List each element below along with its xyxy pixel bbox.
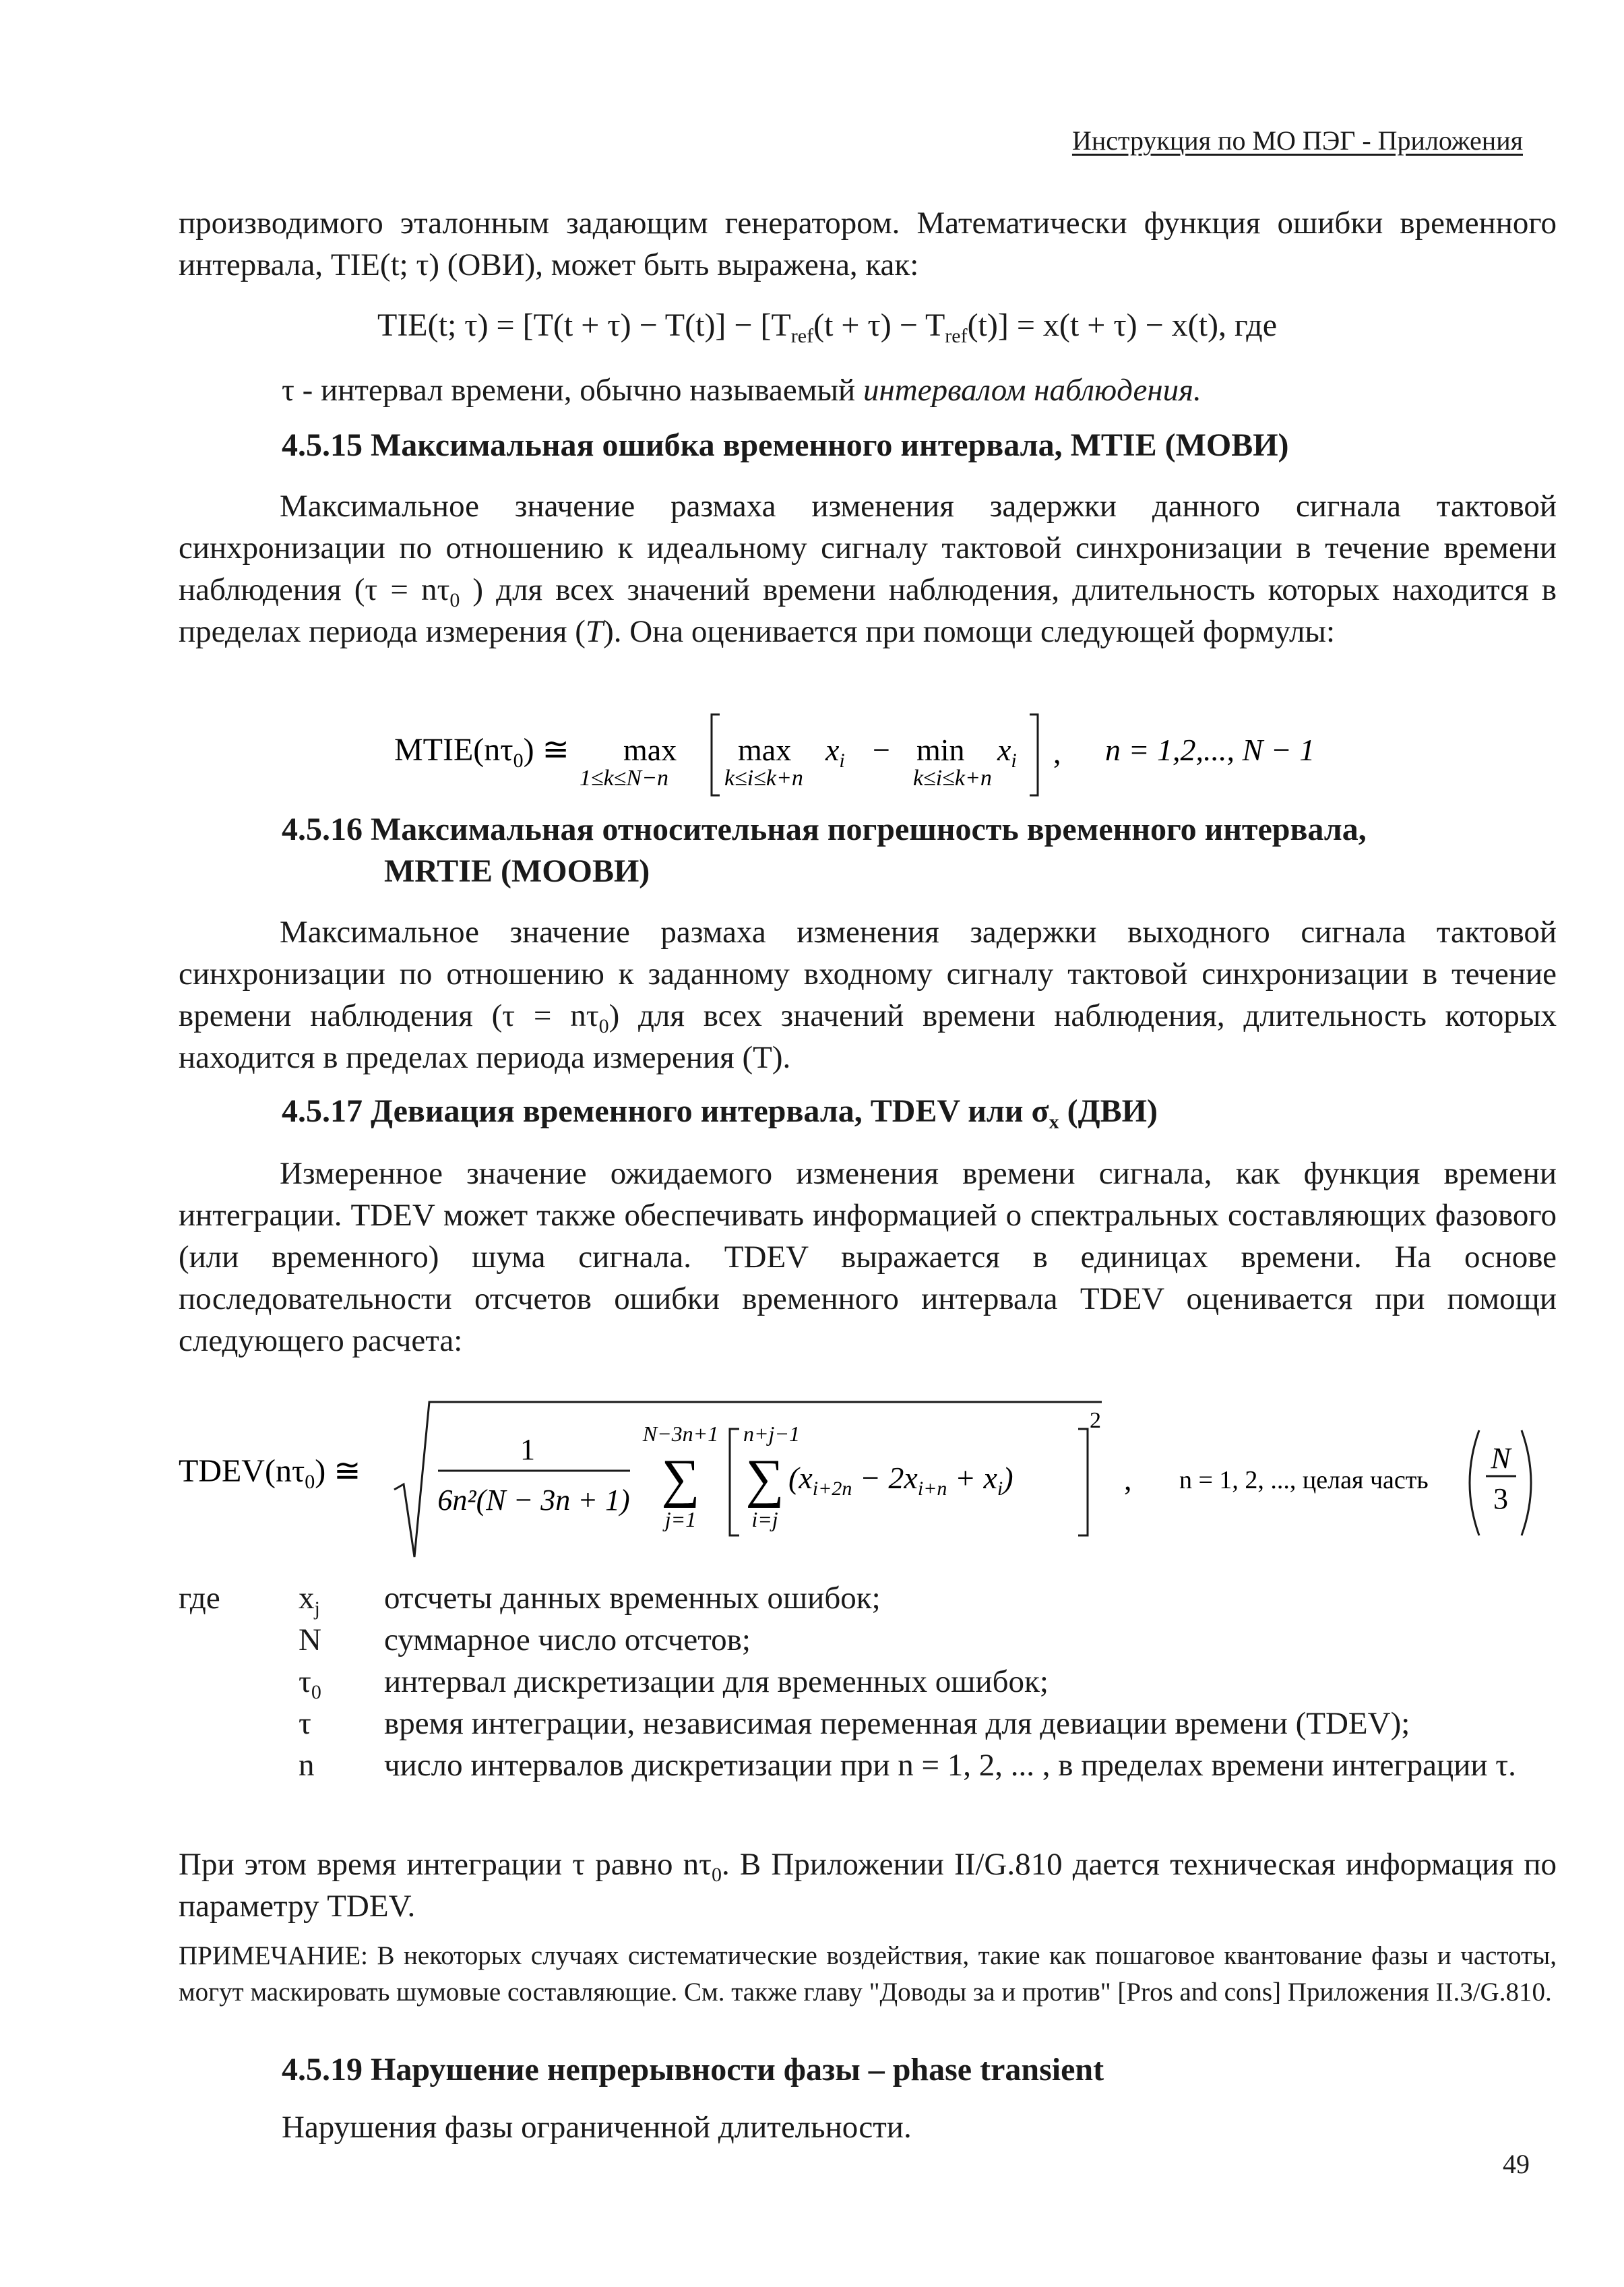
running-header: Инструкция по МО ПЭГ - Приложения — [1071, 125, 1523, 156]
tdev-comma: , — [1124, 1462, 1132, 1496]
tau-definition: τ - интервал времени, обычно называемый интервалом наблюдения. — [282, 373, 1201, 408]
right-bracket — [1030, 714, 1038, 795]
outer-sum-bottom: j=1 — [664, 1507, 697, 1531]
x-var-2: $x_i$ — [997, 733, 1017, 772]
mtie-formula — [377, 701, 1523, 816]
tie-formula: TIE(t; $\tau) = [T(t + \tau) - T(t)] - [T_{ref}(t + \tau) - T_{ref}(t)] = x(t + \tau) - x(t)$, где — [377, 307, 1277, 347]
heading-4-5-17: 4.5.17 Девиация временного интервала, TDEV или $\sigma_x$ (ДВИ) — [282, 1093, 1158, 1133]
tdev-sum-body: $(x_{i+2n} - 2x_{i+n} + x_i)$ — [788, 1461, 1013, 1500]
tdev-formula — [179, 1389, 1567, 1571]
max-inner: max — [738, 733, 792, 767]
paragraph-4-5-16: Максимальное значение размаха изменения задержки выходного сигнала тактовой синхронизации по отношению к заданному входному сигналу тактовой синхронизации в течение времени наблюдения $(\tau = n\tau_0)$ для всех значений времени наблюдения, длительность которых находится в пределах периода измерения (T). — [179, 915, 1557, 1075]
inner-sum-bottom: i=j — [751, 1507, 778, 1531]
intro-paragraph: производимого эталонным задающим генератором. Математически функция ошибки временного интервала, TIE(t; τ) (ОВИ), может быть выражена, как: — [179, 206, 1557, 282]
fraction-3: 3 — [1493, 1482, 1508, 1515]
max-outer-range: 1≤k≤N−n — [580, 766, 669, 791]
minus-sign: − — [873, 733, 890, 767]
fraction-N: N — [1491, 1442, 1511, 1475]
mtie-n-range: n = 1,2,..., N − 1 — [1105, 733, 1315, 767]
tdev-power: 2 — [1090, 1408, 1101, 1433]
inner-sum-top: n+j−1 — [743, 1422, 801, 1446]
mtie-lhs: $MTIE(n\tau_0)$ ≅ — [394, 732, 569, 772]
tdev-n-range: n = 1, 2, ..., целая часть — [1179, 1466, 1429, 1494]
min-inner: min — [916, 733, 965, 767]
note-paragraph: ПРИМЕЧАНИЕ: В некоторых случаях систематические воздействия, такие как пошаговое квантование фазы и частоты, могут маскировать шумовые составляющие. См. также главу "Доводы за и против" [Pros and cons] Приложения II.3/G.810. — [179, 1941, 1557, 2007]
integration-paragraph: При этом время интеграции τ равно $n\tau_0$. В Приложении II/G.810 дается техническая информация по параметру TDEV. — [179, 1847, 1557, 1924]
tdev-lhs: $TDEV(n\tau_0)$ ≅ — [179, 1453, 361, 1493]
heading-4-5-15: 4.5.15 Максимальная ошибка временного интервала, MTIE (МОВИ) — [282, 427, 1289, 463]
left-bracket — [712, 714, 720, 795]
inner-sum-icon: ∑ — [745, 1449, 784, 1508]
paren-left — [1470, 1430, 1479, 1535]
fraction-denominator: 6n²(N − 3n + 1) — [437, 1484, 630, 1517]
max-outer: max — [623, 733, 677, 767]
heading-4-5-19: 4.5.19 Нарушение непрерывности фазы – phase transient — [282, 2052, 1104, 2087]
x-var-1: $x_i$ — [825, 733, 845, 772]
outer-sum-icon: ∑ — [661, 1449, 700, 1508]
heading-4-5-16-line2: MRTIE (МООВИ) — [384, 853, 650, 889]
tdev-left-bracket — [730, 1429, 739, 1535]
outer-sum-top: N−3n+1 — [642, 1422, 719, 1446]
page-number: 49 — [1503, 2149, 1530, 2179]
paragraph-4-5-19: Нарушения фазы ограниченной длительности. — [282, 2110, 912, 2145]
mtie-comma: , — [1053, 735, 1061, 770]
paragraph-4-5-17: Измеренное значение ожидаемого изменения времени сигнала, как функция времени интеграции. TDEV может также обеспечивать информацией о спектральных составляющих фазового (или временного) шума сигнала. TDEV выражается в единицах времени. На основе последовательности отсчетов ошибки временного интервала TDEV оценивается при помощи следующего расчета: — [179, 1156, 1557, 1358]
tdev-right-bracket — [1078, 1429, 1088, 1535]
inner-range-2: k≤i≤k+n — [913, 766, 992, 791]
inner-range-1: k≤i≤k+n — [724, 766, 803, 791]
paren-right — [1522, 1430, 1531, 1535]
heading-4-5-16-line1: 4.5.16 Максимальная относительная погрешность временного интервала, — [282, 812, 1367, 847]
paragraph-4-5-15: Максимальное значение размаха изменения задержки данного сигнала тактовой синхронизации по отношению к идеальному сигналу тактовой синхронизации в течение времени наблюдения ($\tau = n\tau_0$ ) для всех значений времени наблюдения, длительность которых находится в пределах периода измерения (T). Она оценивается при помощи следующей формулы: — [179, 489, 1557, 649]
where-label: где — [179, 1581, 220, 1616]
fraction-numerator: 1 — [520, 1433, 535, 1466]
